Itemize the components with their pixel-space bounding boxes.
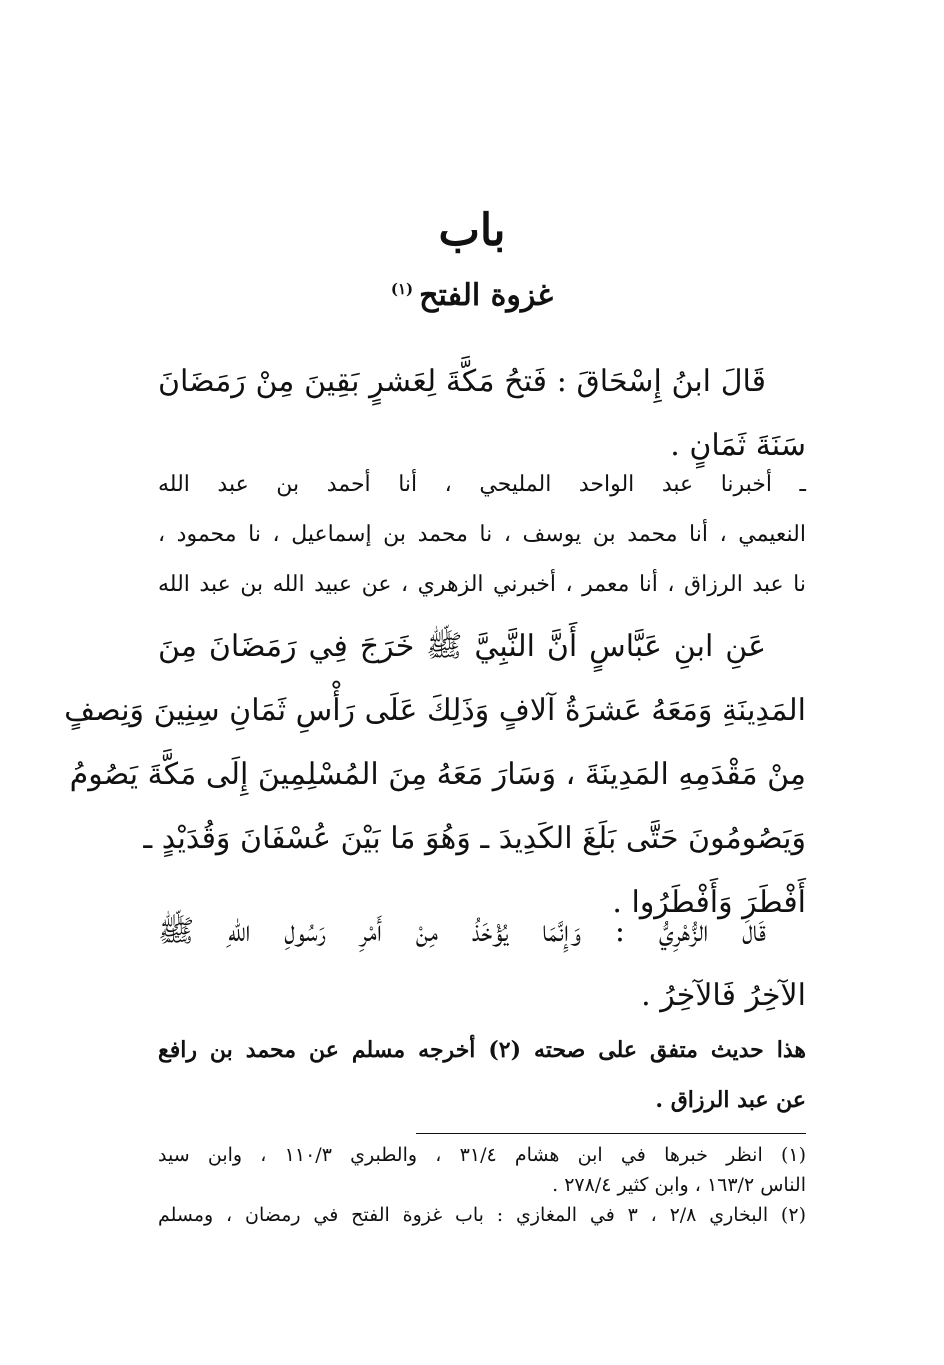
paragraph-line: الآخِرُ فَالآخِرُ . <box>641 978 806 1013</box>
paragraph-line: نا عبد الرزاق ، أنا معمر ، أخبرني الزهري ، عن عبيد الله بن عبد الله <box>158 572 806 597</box>
paragraph-line: عن عبد الرزاق . <box>655 1087 806 1113</box>
chapter-heading: باب <box>438 205 506 256</box>
paragraph-line: النعيمي ، أنا محمد بن يوسف ، نا محمد بن إسماعيل ، نا محمود ، <box>158 522 807 547</box>
footnote-divider <box>416 1133 806 1134</box>
paragraph-line: قَالَ الزُّهْرِيُّ : وَإِنَّمَا يُؤْخَذُ مِنْ أَمْرِ رَسُولِ اللهِ ﷺ <box>158 914 766 949</box>
paragraph-hadith-text <box>64 615 806 935</box>
paragraph-line: مِنْ مَقْدَمِهِ المَدِينَةَ ، وَسَارَ مَعَهُ مِنَ المُسْلِمِينَ إِلَى مَكَّةَ يَصُومُ <box>69 757 806 792</box>
footnotes <box>158 1140 806 1230</box>
paragraph-grading <box>158 1025 806 1125</box>
paragraph-ibn-ishaq <box>158 350 806 478</box>
paragraph-line: المَدِينَةِ وَمَعَهُ عَشرَةُ آلافٍ وَذَلِكَ عَلَى رَأْسِ ثَمَانِ سِنِينَ وَنِصفٍ <box>64 693 806 728</box>
paragraph-isnad <box>158 460 806 610</box>
paragraph-line: ـ أخبرنا عبد الواحد المليحي ، أنا أحمد بن عبد الله <box>158 472 806 497</box>
footnote-line: (١) انظر خبرها في ابن هشام ٣١/٤ ، والطبري ١١٠/٣ ، وابن سيد <box>158 1144 807 1166</box>
paragraph-line: أَفْطَرَ وَأَفْطَرُوا . <box>612 885 806 920</box>
footnote-line: الناس ١٦٣/٢ ، وابن كثير ٢٧٨/٤ . <box>552 1174 806 1196</box>
paragraph-line: هذا حديث متفق على صحته (٢) أخرجه مسلم عن محمد بن رافع <box>158 1037 806 1063</box>
footnote-ref-1: (١) <box>390 280 414 298</box>
footnote-line: (٢) البخاري ٢/٨ ، ٣ في المغازي : باب غزوة الفتح في رمضان ، ومسلم <box>158 1204 806 1226</box>
chapter-title <box>0 278 944 313</box>
paragraph-zuhri <box>158 900 806 1028</box>
paragraph-line: وَيَصُومُونَ حَتَّى بَلَغَ الكَدِيدَ ـ وَهُوَ مَا بَيْنَ عُسْفَانَ وَقُدَيْدٍ ـ <box>143 821 806 856</box>
chapter-title-text: غزوة الفتح <box>419 278 554 313</box>
paragraph-line: قَالَ ابنُ إِسْحَاقَ : فَتحُ مَكَّةَ لِعَشرٍ بَقِينَ مِنْ رَمَضَانَ <box>158 364 766 399</box>
paragraph-line: سَنَةَ ثَمَانٍ . <box>670 428 806 463</box>
paragraph-line: عَنِ ابنِ عَبَّاسٍ أَنَّ النَّبِيَّ ﷺ خَرَجَ فِي رَمَضَانَ مِنَ <box>158 629 766 664</box>
